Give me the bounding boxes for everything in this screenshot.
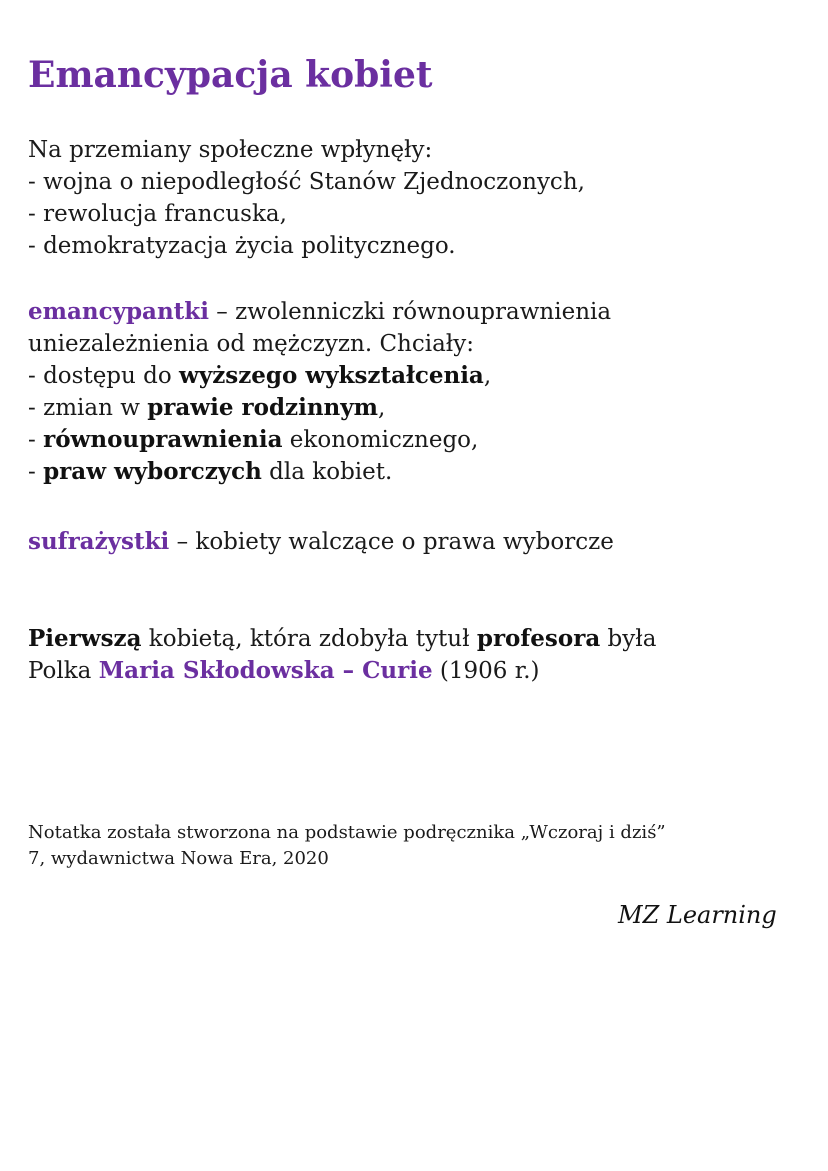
- emancypantki-def-text: – zwolenniczki równouprawnienia: [208, 299, 612, 325]
- footnote-line: 7, wydawnictwa Nowa Era, 2020: [28, 848, 329, 869]
- first-professor-line2: [28, 655, 808, 687]
- demand-text: -: [28, 459, 44, 485]
- text-span: była: [600, 626, 657, 652]
- text-span: kobietą, która zdobyła tytuł: [141, 626, 477, 652]
- demand-bold: prawie rodzinnym: [147, 394, 378, 421]
- intro-item: - wojna o niepodległość Stanów Zjednoczonych,: [28, 169, 585, 195]
- emancypantki-def-line2: uniezależnienia od mężczyzn. Chciały:: [28, 331, 475, 357]
- demand-text: ,: [377, 395, 386, 421]
- demand-text: -: [28, 427, 44, 453]
- sufrazystki-term: sufrażystki: [28, 528, 170, 555]
- emancypantki-term: emancypantki: [28, 298, 209, 325]
- footnote-line: Notatka została stworzona na podstawie podręcznika „Wczoraj i dziś”: [28, 822, 666, 843]
- demand-text: - zmian w: [28, 395, 148, 421]
- person-name: Maria Skłodowska – Curie: [98, 657, 433, 684]
- demand-text: ,: [483, 363, 492, 389]
- source-footnote: [28, 820, 808, 872]
- sufrazystki-section: [28, 526, 808, 558]
- page-title: Emancypacja kobiet: [28, 54, 433, 96]
- demand-item: [28, 456, 808, 488]
- emancypantki-definition: [28, 296, 808, 328]
- intro-item: - demokratyzacja życia politycznego.: [28, 233, 456, 259]
- demand-item: [28, 392, 808, 424]
- demand-bold: wyższego wykształcenia: [179, 362, 484, 389]
- signature-logo: [590, 895, 780, 943]
- demand-bold: praw wyborczych: [43, 458, 262, 485]
- first-professor-section: [28, 623, 808, 687]
- intro-section: [28, 134, 808, 262]
- demand-item: [28, 360, 808, 392]
- sufrazystki-definition: [28, 526, 808, 558]
- demand-text: ekonomicznego,: [282, 427, 479, 453]
- first-professor-line1: [28, 623, 808, 655]
- sufrazystki-def-text: – kobiety walczące o prawa wyborcze: [169, 529, 614, 555]
- demand-text: dla kobiet.: [261, 459, 393, 485]
- text-span: Polka: [28, 658, 99, 684]
- emancypantki-section: [28, 296, 808, 488]
- bold-word: Pierwszą: [28, 625, 142, 652]
- text-span: (1906 r.): [432, 658, 540, 684]
- demand-bold: równouprawnienia: [43, 426, 283, 453]
- intro-item: - rewolucja francuska,: [28, 201, 287, 227]
- demand-text: - dostępu do: [28, 363, 180, 389]
- signature-text: MZ Learning: [618, 901, 777, 929]
- intro-heading: Na przemiany społeczne wpłynęły:: [28, 137, 433, 163]
- bold-word: profesora: [476, 625, 601, 652]
- demand-item: [28, 424, 808, 456]
